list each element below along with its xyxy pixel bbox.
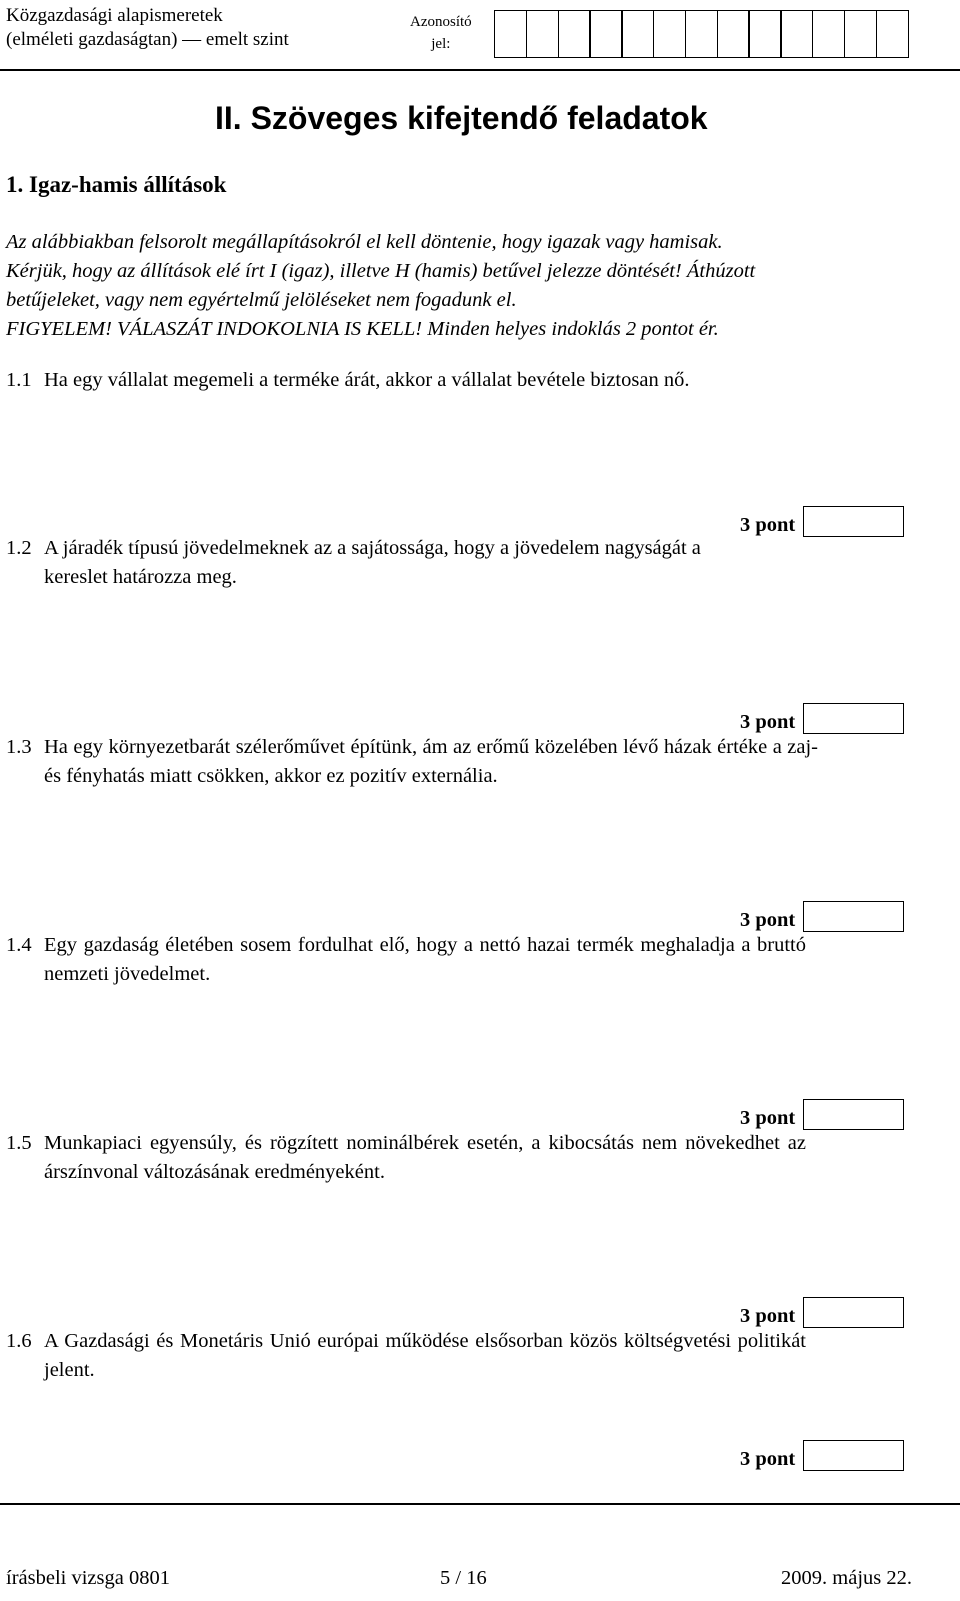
question-1-5: [6, 1129, 806, 1187]
id-box[interactable]: [748, 10, 781, 58]
question-1-2: [6, 534, 726, 592]
question-number: 1.4: [6, 934, 32, 956]
id-box[interactable]: [621, 10, 654, 58]
score-label: 3 pont: [740, 711, 796, 733]
footer-exam-code: írásbeli vizsga 0801: [6, 1567, 170, 1589]
question-number: 1.5: [6, 1132, 32, 1154]
subject-title: [6, 4, 289, 52]
instruction-line: FIGYELEM! VÁLASZÁT INDOKOLNIA IS KELL! Minden helyes indoklás 2 pontot ér.: [6, 318, 719, 340]
question-number: 1.3: [6, 736, 32, 758]
score-box[interactable]: [803, 901, 904, 932]
footer-page-number: 5 / 16: [440, 1567, 487, 1589]
instruction-line: betűjeleket, vagy nem egyértelmű jelöléseket nem fogadunk el.: [6, 289, 517, 311]
score-field: [740, 1099, 904, 1130]
score-label: 3 pont: [740, 1448, 796, 1470]
question-number: 1.1: [6, 369, 32, 391]
id-box[interactable]: [717, 10, 750, 58]
question-text: Ha egy környezetbarát szélerőművet építünk, ám az erőmű közelében lévő házak értéke a zaj- és fényhatás miatt csökken, akkor ez pozitív externália.: [44, 736, 818, 787]
footer-rule: [0, 1503, 960, 1505]
question-number: 1.2: [6, 537, 32, 559]
score-box[interactable]: [803, 703, 904, 734]
score-label: 3 pont: [740, 1305, 796, 1327]
id-box[interactable]: [494, 10, 527, 58]
question-text: Ha egy vállalat megemeli a terméke árát, akkor a vállalat bevétele biztosan nő.: [44, 369, 690, 391]
question-1-3: [6, 733, 818, 791]
question-text: A Gazdasági és Monetáris Unió európai működése elsősorban közös költségvetési politikát jelent.: [44, 1330, 806, 1381]
section-title: II. Szöveges kifejtendő feladatok: [215, 100, 708, 136]
score-field: [740, 1297, 904, 1328]
score-box[interactable]: [803, 1099, 904, 1130]
score-field: [740, 703, 904, 734]
question-text: Munkapiaci egyensúly, és rögzített nominálbérek esetén, a kibocsátás nem növekedhet az árszínvonal változásának eredményeként.: [44, 1132, 806, 1183]
subject-line-2: (elméleti gazdaságtan) — emelt szint: [6, 29, 289, 50]
instructions: [6, 228, 946, 344]
id-box[interactable]: [780, 10, 813, 58]
id-box[interactable]: [526, 10, 559, 58]
id-label-line-1: Azonosító: [410, 14, 472, 30]
subject-line-1: Közgazdasági alapismeretek: [6, 5, 223, 26]
score-field: [740, 506, 904, 537]
id-box[interactable]: [653, 10, 686, 58]
question-1-4: [6, 931, 806, 989]
id-boxes: [494, 10, 907, 58]
score-label: 3 pont: [740, 909, 796, 931]
question-1-6: [6, 1327, 806, 1385]
question-1-1: [6, 366, 818, 395]
score-box[interactable]: [803, 506, 904, 537]
id-box[interactable]: [812, 10, 845, 58]
header-rule: [0, 69, 960, 71]
question-text: A járadék típusú jövedelmeknek az a sajátossága, hogy a jövedelem nagyságát a kereslet határozza meg.: [44, 537, 701, 588]
score-field: [740, 901, 904, 932]
score-box[interactable]: [803, 1440, 904, 1471]
id-box[interactable]: [876, 10, 909, 58]
id-box[interactable]: [558, 10, 591, 58]
question-text: Egy gazdaság életében sosem fordulhat elő, hogy a nettó hazai termék meghaladja a bruttó nemzeti jövedelmet.: [44, 934, 806, 985]
instruction-line: Az alábbiakban felsorolt megállapításokról el kell döntenie, hogy igazak vagy hamisak.: [6, 231, 723, 253]
score-label: 3 pont: [740, 1107, 796, 1129]
id-box[interactable]: [844, 10, 877, 58]
task-title: 1. Igaz-hamis állítások: [6, 172, 227, 197]
score-label: 3 pont: [740, 514, 796, 536]
id-box[interactable]: [589, 10, 622, 58]
id-label-line-2: jel:: [431, 36, 451, 52]
instruction-line: Kérjük, hogy az állítások elé írt I (igaz), illetve H (hamis) betűvel jelezze döntését! Áthúzott: [6, 260, 756, 282]
id-label: [410, 11, 472, 55]
footer-date: 2009. május 22.: [781, 1567, 912, 1589]
question-number: 1.6: [6, 1330, 32, 1352]
score-field: [740, 1440, 904, 1471]
score-box[interactable]: [803, 1297, 904, 1328]
id-box[interactable]: [685, 10, 718, 58]
